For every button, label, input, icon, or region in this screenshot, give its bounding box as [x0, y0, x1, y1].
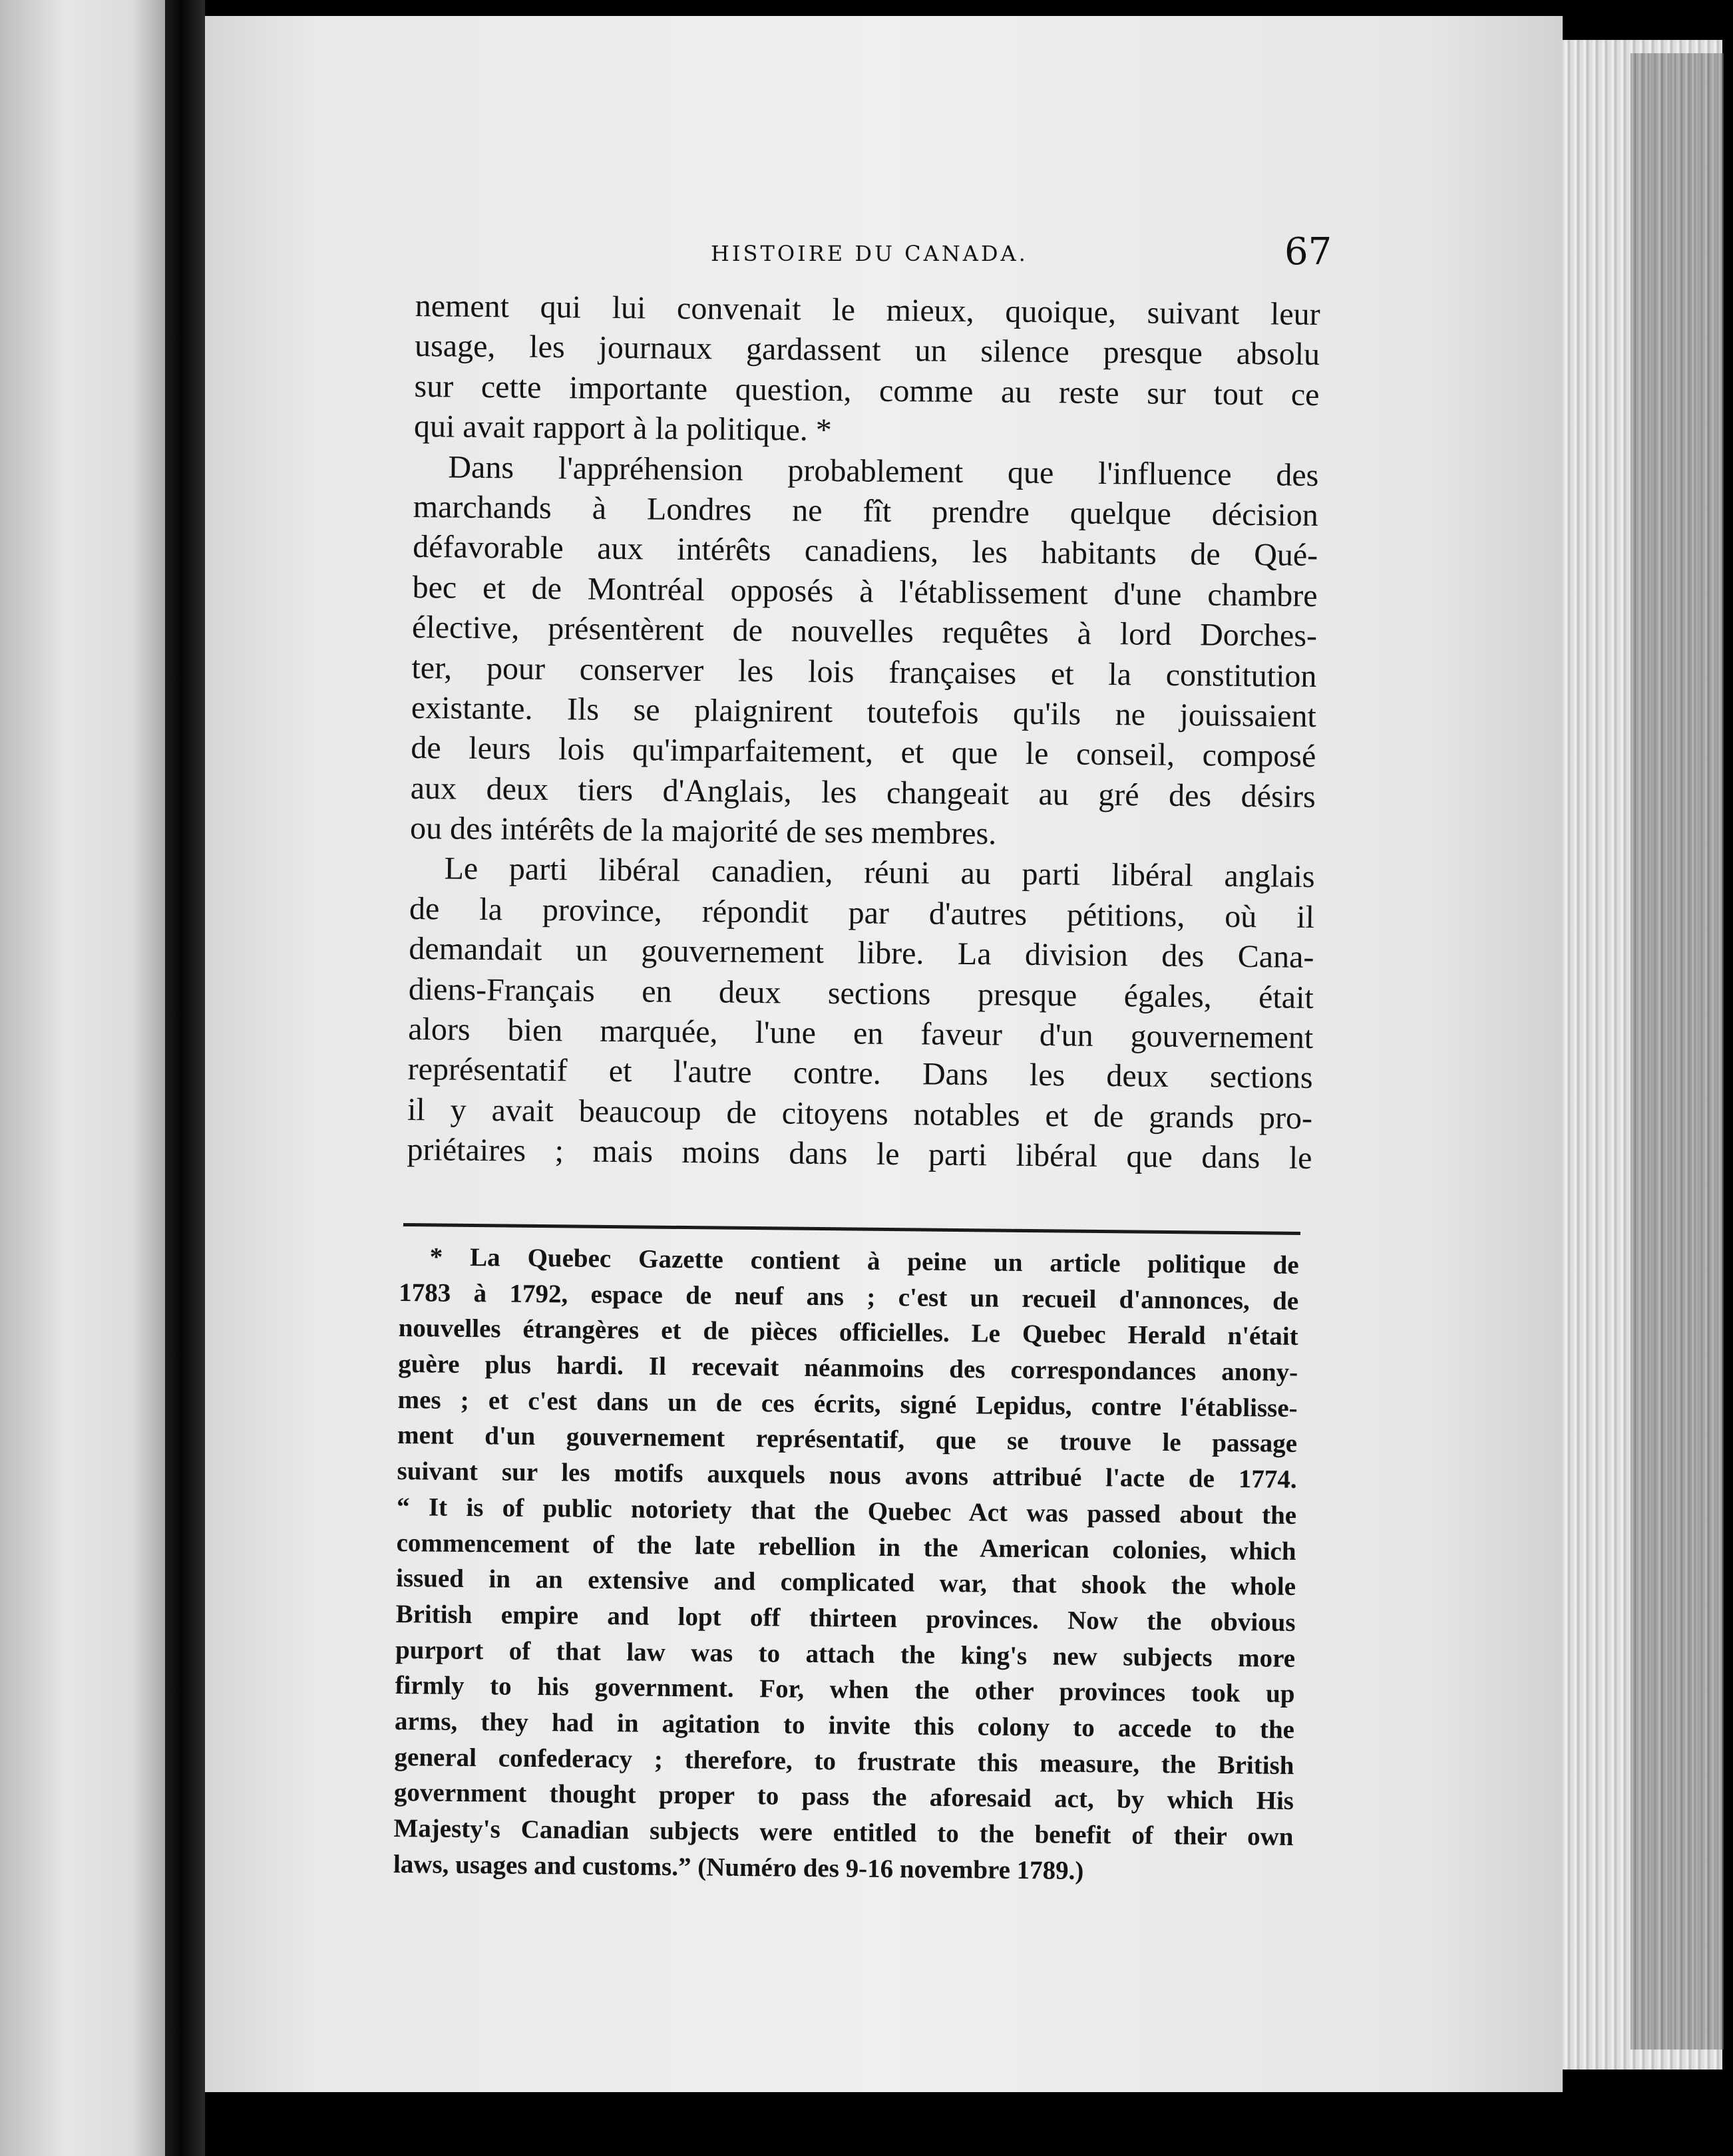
body-line: Dans l'appréhension probablement que l'influence des — [448, 449, 1319, 493]
body-line: ter, pour conserver les lois françaises et la constitution — [411, 649, 1317, 694]
footnote-line: * La Quebec Gazette contient à peine un article politique de — [429, 1242, 1299, 1280]
footnote-line: purport of that law was to attach the king's new subjects more — [395, 1635, 1296, 1673]
footnote-line: guère plus hardi. Il recevait néanmoins des correspondances anony- — [397, 1349, 1298, 1387]
body-text — [407, 286, 1320, 1179]
body-line: usage, les journaux gardassent un silence presque absolu — [414, 328, 1320, 373]
body-line: existante. Ils se plaignirent toutefois qu'ils ne jouissaient — [411, 689, 1317, 734]
body-line: ou des intérêts de la majorité de ses membres. — [409, 810, 997, 852]
footnote-line: suivant sur les motifs auxquels nous avons attribué l'acte de 1774. — [397, 1457, 1297, 1495]
body-line: demandait un gouvernement libre. La division des Cana- — [409, 931, 1314, 976]
footnote-line: Majesty's Canadian subjects were entitled to the benefit of their own — [393, 1813, 1294, 1851]
body-line: Le parti libéral canadien, réuni au parti libéral anglais — [444, 850, 1315, 895]
body-line: priétaires ; mais moins dans le parti libéral que dans le — [407, 1132, 1312, 1176]
footnote-line: government thought proper to pass the aforesaid act, by which His — [393, 1778, 1294, 1816]
footnote-line: “ It is of public notoriety that the Quebec Act was passed about the — [396, 1492, 1297, 1530]
body-line: défavorable aux intérêts canadiens, les habitants de Qué- — [412, 529, 1318, 574]
body-line: diens-Français en deux sections presque égales, était — [408, 971, 1314, 1015]
body-line: représentatif et l'autre contre. Dans les deux sections — [407, 1051, 1313, 1096]
page-edges-shadow — [1631, 53, 1724, 2050]
body-line: il y avait beaucoup de citoyens notables et de grands pro- — [407, 1091, 1313, 1136]
body-line: alors bien marquée, l'une en faveur d'un gouvernement — [408, 1011, 1314, 1056]
body-line: aux deux tiers d'Anglais, les changeait au gré des désirs — [410, 770, 1316, 814]
footnote-line: British empire and lopt off thirteen provinces. Now the obvious — [395, 1599, 1296, 1637]
footnote-line: laws, usages and customs.” (Numéro des 9-16 novembre 1789.) — [393, 1849, 1084, 1885]
body-line: qui avait rapport à la politique. * — [413, 409, 833, 449]
body-line: de leurs lois qu'imparfaitement, et que le conseil, composé — [411, 730, 1316, 775]
footnote-line: ment d'un gouvernement représentatif, que se trouve le passage — [397, 1421, 1298, 1459]
body-line: nement qui lui convenait le mieux, quoique, suivant leur — [415, 287, 1320, 333]
running-head: HISTOIRE DU CANADA. — [711, 241, 1028, 266]
footnote-line: commencement of the late rebellion in the American colonies, which — [396, 1528, 1296, 1566]
body-line: bec et de Montréal opposés à l'établissement d'une chambre — [412, 569, 1318, 614]
footnote-line: nouvelles étrangères et de pièces officielles. Le Quebec Herald n'était — [398, 1314, 1298, 1351]
footnote-line: issued in an extensive and complicated war, that shook the whole — [395, 1564, 1296, 1602]
body-line: marchands à Londres ne fît prendre quelque décision — [413, 488, 1319, 533]
page-number: 67 — [1284, 230, 1332, 273]
left-facing-page — [0, 0, 165, 2156]
footnote-line: general confederacy ; therefore, to frustrate this measure, the British — [394, 1742, 1294, 1780]
body-line: de la province, répondit par d'autres pétitions, où il — [409, 890, 1315, 935]
body-line: sur cette importante question, comme au reste sur tout ce — [414, 368, 1320, 413]
footnote-line: arms, they had in agitation to invite this colony to accede to the — [394, 1706, 1295, 1744]
footnote-line: mes ; et c'est dans un de ces écrits, signé Lepidus, contre l'établisse- — [397, 1385, 1298, 1423]
book-gutter — [165, 0, 205, 2156]
body-line: élective, présentèrent de nouvelles requêtes à lord Dorches- — [411, 610, 1318, 654]
footnote-line: 1783 à 1792, espace de neuf ans ; c'est un recueil d'annonces, de — [399, 1278, 1299, 1316]
footnote-line: firmly to his government. For, when the other provinces took up — [395, 1671, 1295, 1709]
footnote — [393, 1239, 1299, 1890]
